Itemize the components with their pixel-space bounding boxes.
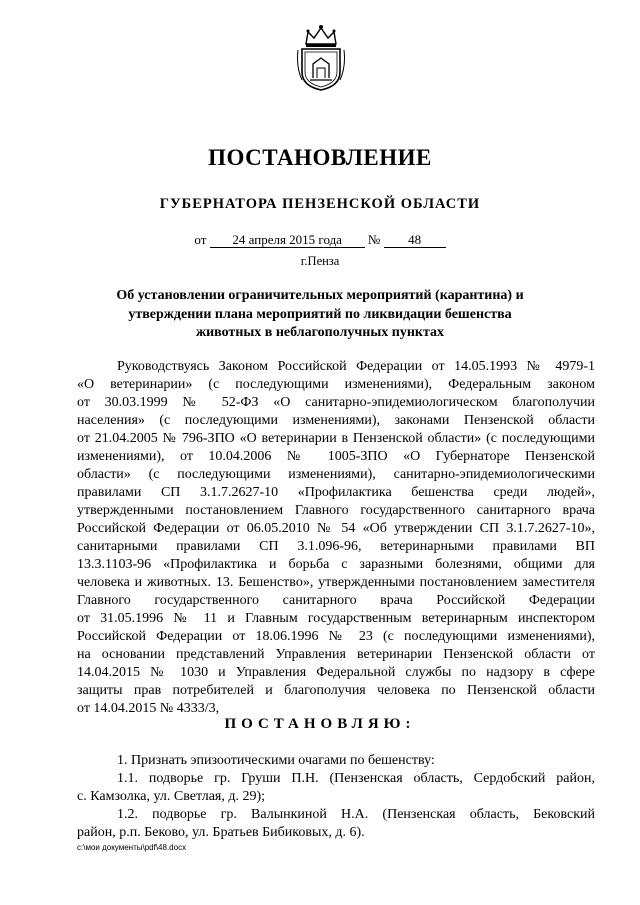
list-item: 1.2. подворье гр. Валынкиной Н.А. (Пензенская область, Бековский [117, 807, 595, 822]
preamble-line: защиты прав потребителей и благополучия человека по Пензенской области [77, 683, 595, 698]
coat-of-arms-icon [296, 22, 346, 92]
preamble-line: от 21.04.2005 № 796-ЗПО «О ветеринарии в Пензенской области» (с последующими [77, 431, 595, 446]
preamble-line: 14.04.2015 № 1030 и Управления Федеральной службы по надзору в сфере [77, 665, 595, 680]
resolve-heading: ПОСТАНОВЛЯЮ: [224, 716, 416, 732]
preamble-line: утвержденными постановлением Главного государственного санитарного врача [77, 503, 595, 518]
preamble-line: правилами СП 3.1.7.2627-10 «Профилактика бешенства среди людей», [77, 485, 595, 500]
preamble-line: Российской Федерации от 18.06.1996 № 23 (с последующими изменениями), [77, 629, 595, 644]
preamble-line: человека и животных. 13. Бешенство», утвержденными постановлением заместителя [77, 575, 595, 590]
preamble-line: области» (с последующими изменениями), санитарно-эпидемиологическими [77, 467, 595, 482]
footer-file-path: c:\мои документы\pdf\48.docx [77, 843, 187, 852]
list-item: 1. Признать эпизоотическими очагами по бешенству: [117, 753, 435, 768]
preamble-line: Российской Федерации от 06.05.2010 № 54 «Об утверждении СП 3.1.7.2627-10», [77, 521, 595, 536]
preamble-line: санитарными правилами СП 3.1.096-96, ветеринарными правилами ВП [77, 539, 595, 554]
preamble-paragraph [77, 358, 595, 718]
preamble-line: Руководствуясь Законом Российской Федерации от 14.05.1993 № 4979-1 [117, 359, 595, 374]
preamble-line: от 14.04.2015 № 4333/3, [77, 701, 220, 716]
subject-line: Об установлении ограничительных мероприятий (карантина) и [116, 288, 524, 303]
list-item: с. Камзолка, ул. Светлая, д. 29); [77, 789, 266, 804]
preamble-line: 13.3.1103-96 «Профилактика и борьба с заразными болезнями, общими для [77, 557, 595, 572]
preamble-line: от 31.05.1996 № 11 и Главным государственным ветеринарным инспектором [77, 611, 595, 626]
document-number: 48 [384, 233, 446, 248]
preamble-line: Главного государственного санитарного врача Российской Федерации [77, 593, 595, 608]
preamble-line: на основании представлений Управления ветеринарии Пензенской области от [77, 647, 595, 662]
document-subject [100, 287, 540, 343]
city-label: г.Пенза [300, 254, 340, 268]
preamble-line: населения» (с последующими изменениями), законами Пензенской области [77, 413, 595, 428]
preamble-line: изменениями), от 10.04.2006 № 1005-ЗПО «О Губернаторе Пензенской [77, 449, 595, 464]
list-item: 1.1. подворье гр. Груши П.Н. (Пензенская область, Сердобский район, [117, 771, 595, 786]
number-label: № [367, 232, 381, 247]
document-title: ПОСТАНОВЛЕНИЕ [208, 145, 432, 170]
preamble-line: от 30.03.1999 № 52-ФЗ «О санитарно-эпидемиологическом благополучии [77, 395, 595, 410]
subject-line: утверждении плана мероприятий по ликвидации бешенства [128, 306, 512, 322]
date-line [0, 232, 640, 248]
resolution-items [77, 752, 595, 842]
document-subtitle: ГУБЕРНАТОРА ПЕНЗЕНСКОЙ ОБЛАСТИ [159, 196, 481, 212]
subject-line: животных в неблагополучных пунктах [195, 325, 445, 340]
from-label: от [194, 232, 207, 247]
document-date: 24 апреля 2015 года [210, 233, 365, 248]
preamble-line: «О ветеринарии» (с последующими изменениями), Федеральным законом [77, 377, 595, 392]
list-item: район, р.п. Беково, ул. Братьев Бибиковых, д. 6). [77, 825, 365, 840]
